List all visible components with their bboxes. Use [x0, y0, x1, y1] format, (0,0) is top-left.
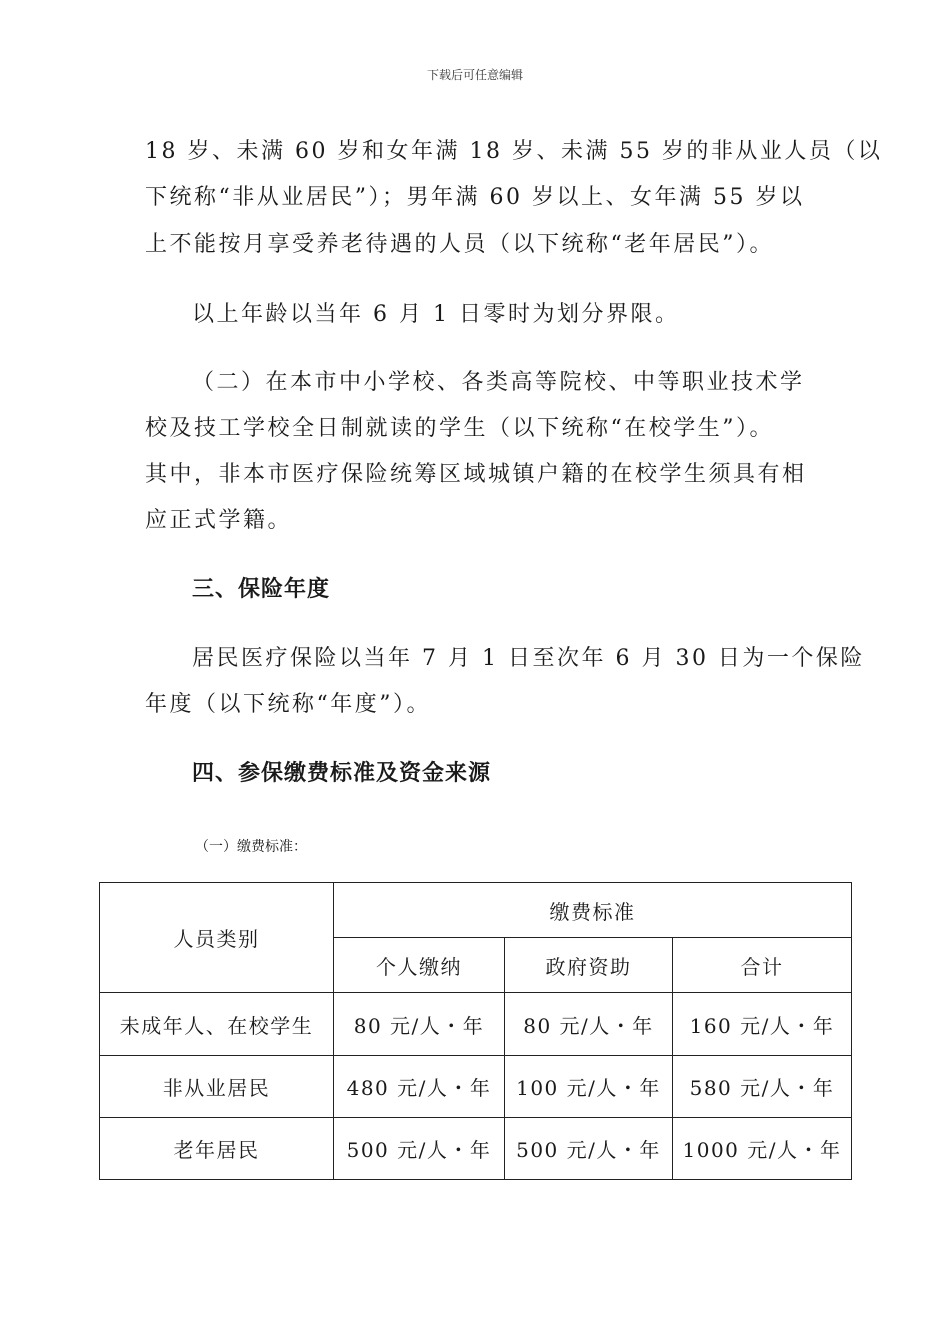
paragraph-line: 年度（以下统称“年度”）。 — [145, 692, 431, 717]
cell-government: 100 元/人・年 — [505, 1056, 673, 1118]
cell-category: 老年居民 — [100, 1118, 334, 1180]
subsection-note: （一）缴费标准： — [195, 839, 307, 855]
cell-total: 580 元/人・年 — [673, 1056, 852, 1118]
table-row — [100, 1056, 852, 1118]
cell-category: 未成年人、在校学生 — [100, 993, 334, 1056]
section-heading-insurance-year: 三、保险年度 — [192, 577, 331, 602]
fee-standard-table — [99, 882, 852, 1180]
header-personal: 个人缴纳 — [334, 938, 505, 993]
header-total: 合计 — [673, 938, 852, 993]
paragraph-line: 下统称“非从业居民”）；男年满 60 岁以上、女年满 55 岁以 — [145, 185, 805, 210]
paragraph-line: 应正式学籍。 — [145, 508, 293, 533]
table-row — [100, 1118, 852, 1180]
paragraph-line: 居民医疗保险以当年 7 月 1 日至次年 6 月 30 日为一个保险 — [192, 646, 865, 671]
table-row — [100, 993, 852, 1056]
cell-personal: 80 元/人・年 — [334, 993, 505, 1056]
cell-total: 1000 元/人・年 — [673, 1118, 852, 1180]
cell-government: 500 元/人・年 — [505, 1118, 673, 1180]
paragraph-line: 校及技工学校全日制就读的学生（以下统称“在校学生”）。 — [145, 416, 774, 441]
paragraph-line: （二）在本市中小学校、各类高等院校、中等职业技术学 — [192, 370, 805, 395]
section-heading-fee-standard: 四、参保缴费标准及资金来源 — [192, 761, 492, 786]
cell-personal: 500 元/人・年 — [334, 1118, 505, 1180]
header-fee-standard: 缴费标准 — [334, 883, 852, 938]
header-government: 政府资助 — [505, 938, 673, 993]
cell-personal: 480 元/人・年 — [334, 1056, 505, 1118]
cell-category: 非从业居民 — [100, 1056, 334, 1118]
page-header-note: 下载后可任意编辑 — [426, 68, 523, 82]
header-category: 人员类别 — [100, 883, 334, 993]
paragraph-line: 18 岁、未满 60 岁和女年满 18 岁、未满 55 岁的非从业人员（以 — [145, 139, 883, 164]
cell-government: 80 元/人・年 — [505, 993, 673, 1056]
paragraph-line: 其中，非本市医疗保险统筹区域城镇户籍的在校学生须具有相 — [145, 462, 807, 487]
paragraph-line: 上不能按月享受养老待遇的人员（以下统称“老年居民”）。 — [145, 232, 774, 257]
cell-total: 160 元/人・年 — [673, 993, 852, 1056]
table-header-row — [100, 883, 852, 938]
paragraph-age-boundary: 以上年龄以当年 6 月 1 日零时为划分界限。 — [192, 302, 680, 327]
